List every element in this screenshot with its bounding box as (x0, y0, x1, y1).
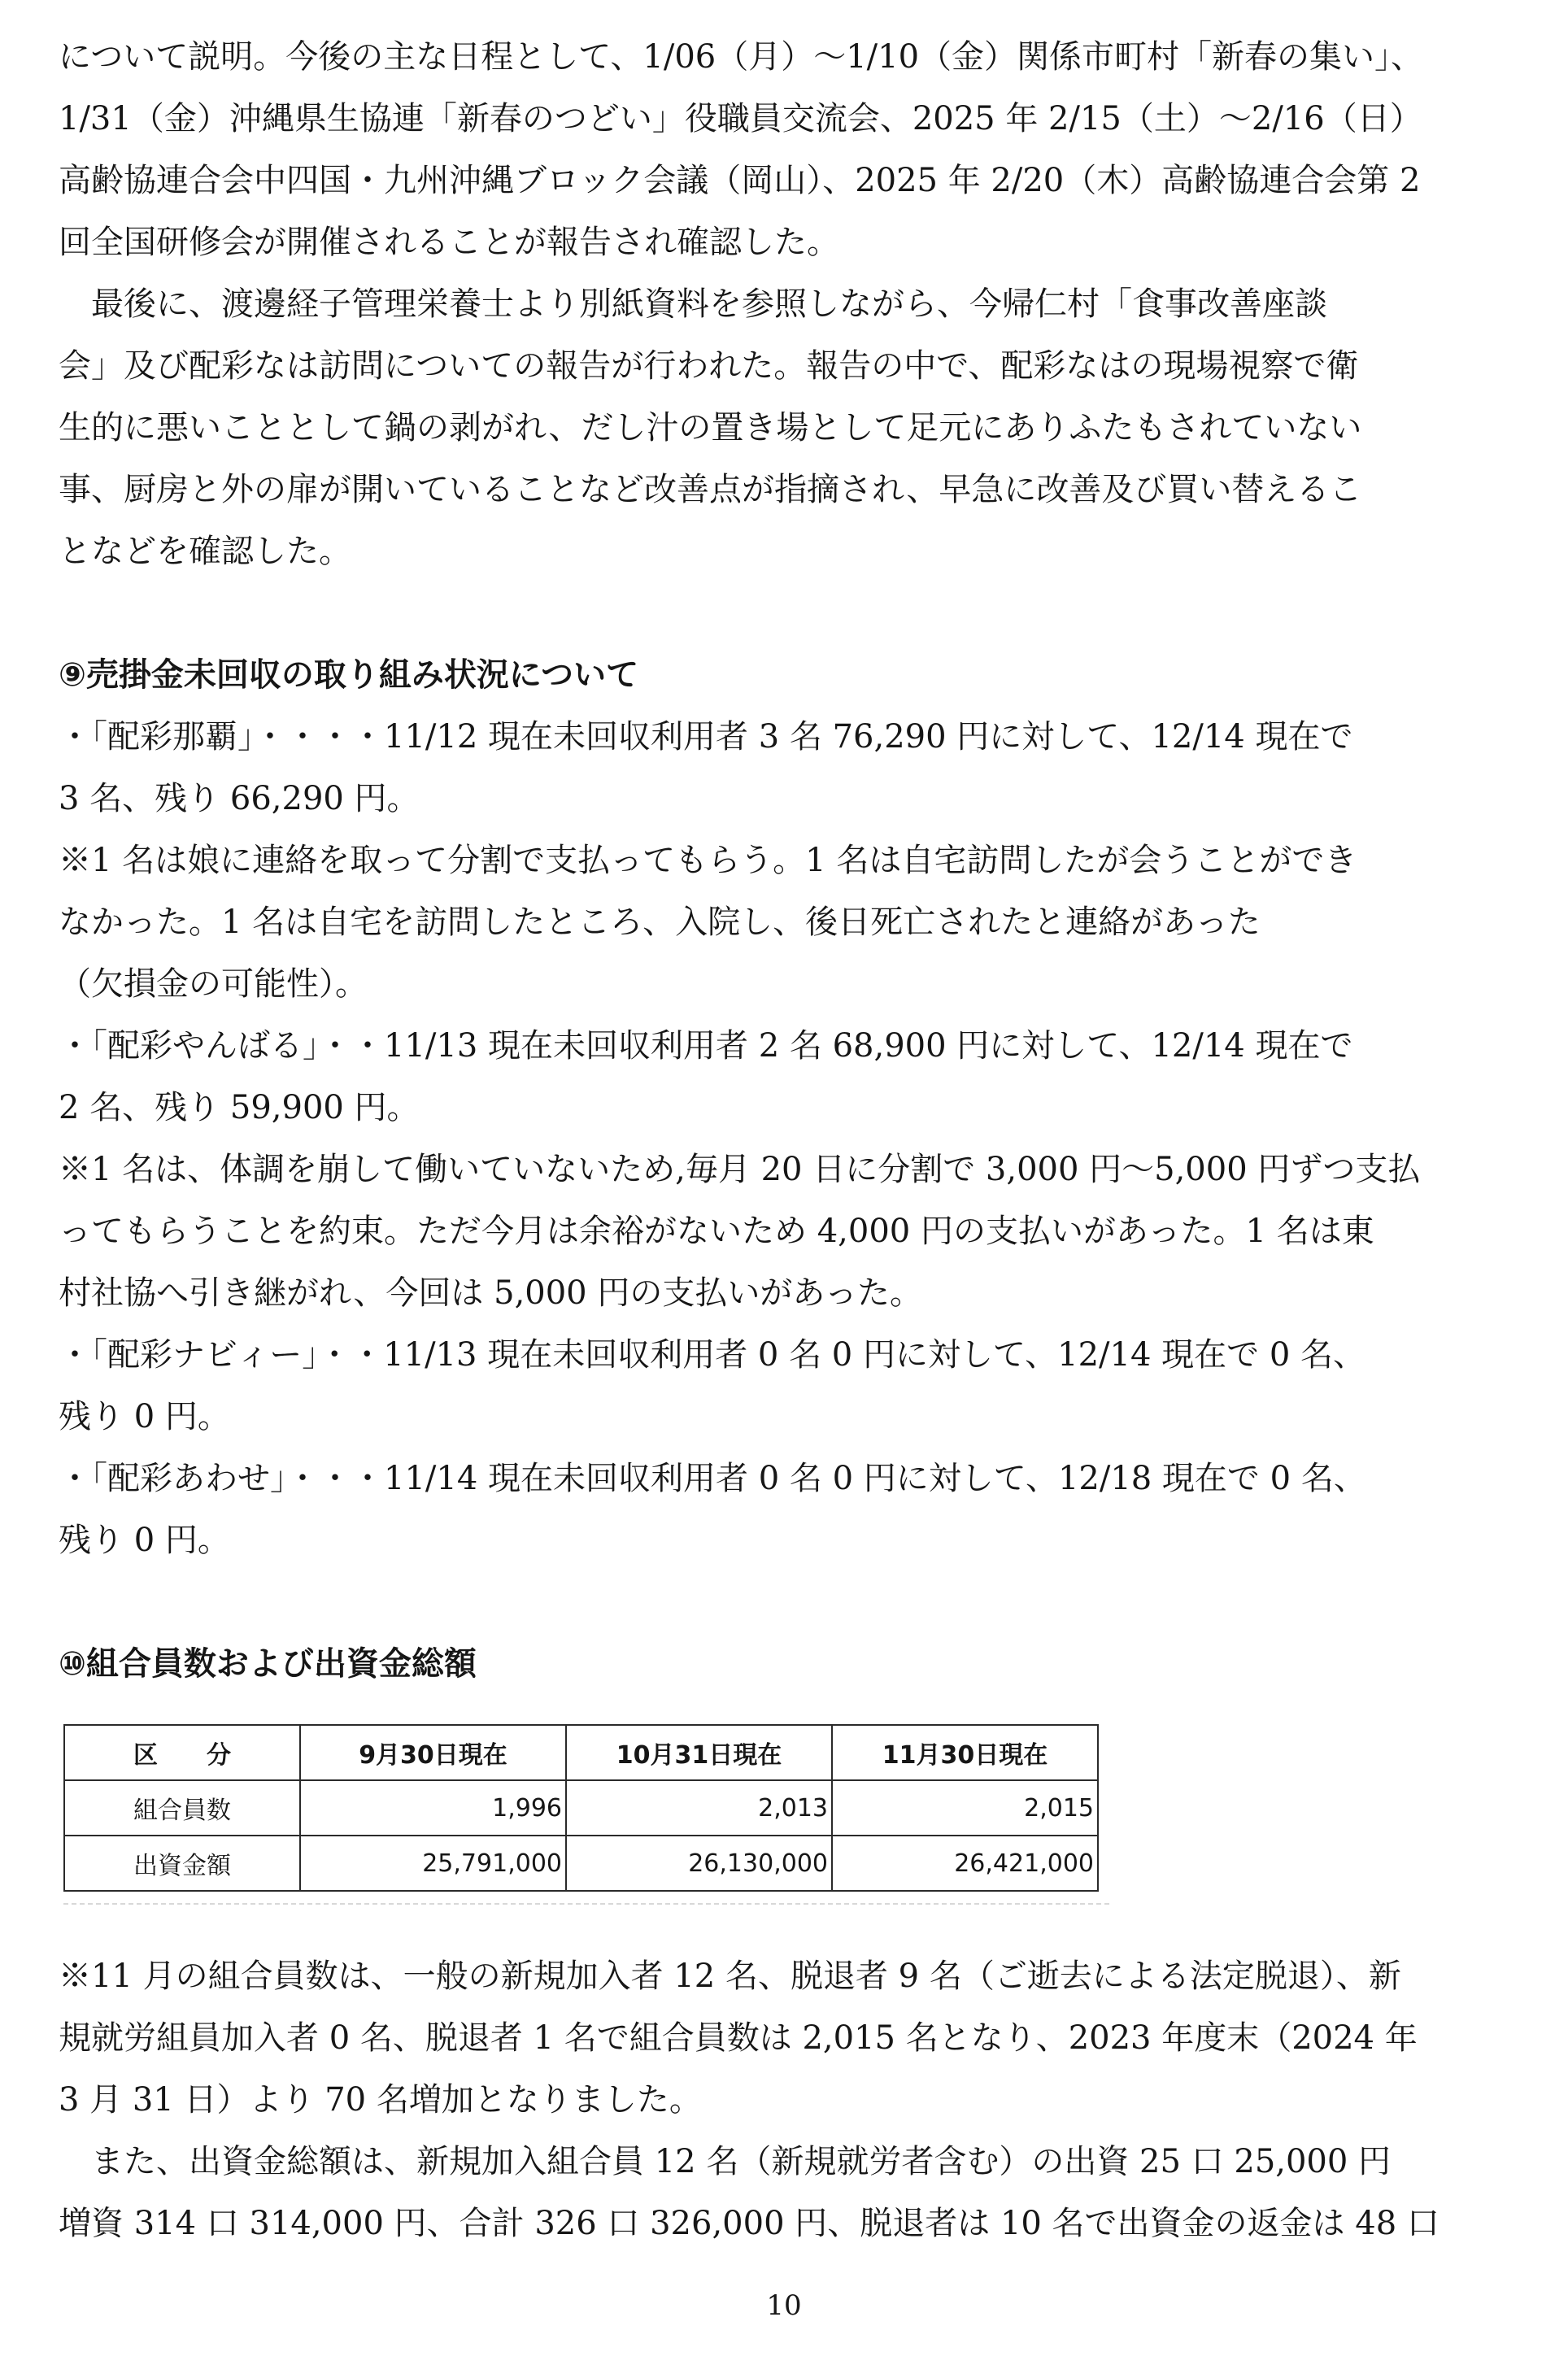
section-9-body (59, 712, 1531, 1578)
text-line: 高齢協連合会中四国・九州沖縄ブロック会議（岡山）、2025 年 2/20（木）高齢協連合会第 2 (59, 162, 1421, 199)
text-line: 残り 0 円。 (59, 1522, 230, 1559)
table-cell: 26,130,000 (566, 1836, 832, 1891)
text-line: 回全国研修会が開催されることが報告され確認した。 (59, 224, 839, 261)
text-line: 増資 314 口 314,000 円、合計 326 口 326,000 円、脱退者は 10 名で出資金の返金は 48 口 (59, 2205, 1440, 2242)
text-line: ※1 名は娘に連絡を取って分割で支払ってもらう。1 名は自宅訪問したが会うことができ (59, 842, 1357, 879)
table-header-row (64, 1725, 1098, 1780)
text-line: 事、厨房と外の扉が開いていることなど改善点が指摘され、早急に改善及び買い替えるこ (59, 471, 1362, 508)
row-label: 組合員数 (64, 1780, 300, 1836)
closing-paragraph (59, 1952, 1531, 2261)
section-9-heading: ⑨売掛金未回収の取り組み状況について (59, 656, 639, 694)
text-line: ・「配彩ナビィー」・・11/13 現在未回収利用者 0 名 0 円に対して、12/14 現在で 0 名、 (59, 1336, 1366, 1374)
members-table (63, 1724, 1099, 1892)
intro-paragraph (59, 33, 1531, 589)
text-line: 2 名、残り 59,900 円。 (59, 1089, 420, 1126)
text-line: 3 名、残り 66,290 円。 (59, 780, 420, 817)
text-line: について説明。今後の主な日程として、1/06（月）～1/10（金）関係市町村「新春の集い」、 (59, 38, 1424, 76)
table-cell: 2,015 (832, 1780, 1098, 1836)
table-cell: 2,013 (566, 1780, 832, 1836)
table-row (64, 1780, 1098, 1836)
column-header: 11月30日現在 (832, 1725, 1098, 1780)
text-line: 生的に悪いこととして鍋の剥がれ、だし汁の置き場として足元にありふたもされていない (59, 409, 1362, 446)
table-corner-header: 区 分 (64, 1725, 300, 1780)
spacer (59, 589, 1531, 651)
page-number: 10 (766, 2289, 802, 2322)
text-line: ・「配彩那覇」・・・・11/12 現在未回収利用者 3 名 76,290 円に対して、12/14 現在で (59, 718, 1353, 756)
section-10-heading: ⑩組合員数および出資金総額 (59, 1645, 477, 1683)
text-line: ・「配彩やんばる」・・11/13 現在未回収利用者 2 名 68,900 円に対して、12/14 現在で (59, 1027, 1353, 1065)
text-line: 3 月 31 日）より 70 名増加となりました。 (59, 2081, 702, 2119)
table-cell: 26,421,000 (832, 1836, 1098, 1891)
row-label: 出資金額 (64, 1836, 300, 1891)
text-line: 最後に、渡邊経子管理栄養士より別紙資料を参照しながら、今帰仁村「食事改善座談 (59, 285, 1327, 323)
spacer (59, 1578, 1531, 1640)
column-header: 9月30日現在 (300, 1725, 566, 1780)
text-line: ・「配彩あわせ」・・・11/14 現在未回収利用者 0 名 0 円に対して、12/18 現在で 0 名、 (59, 1460, 1366, 1497)
text-line: なかった。1 名は自宅を訪問したところ、入院し、後日死亡されたと連絡があった (59, 904, 1261, 941)
text-line: ってもらうことを約束。ただ今月は余裕がないため 4,000 円の支払いがあった。1 名は東 (59, 1213, 1374, 1250)
text-line: 規就労組員加入者 0 名、脱退者 1 名で組合員数は 2,015 名となり、2023 年度末（2024 年 (59, 2019, 1418, 2057)
text-line: また、出資金総額は、新規加入組合員 12 名（新規就労者含む）の出資 25 口 25,000 円 (59, 2143, 1392, 2180)
text-line: 残り 0 円。 (59, 1398, 230, 1435)
column-header: 10月31日現在 (566, 1725, 832, 1780)
table-cell: 25,791,000 (300, 1836, 566, 1891)
text-line: 村社協へ引き継がれ、今回は 5,000 円の支払いがあった。 (59, 1274, 922, 1312)
document-page (59, 33, 1531, 1701)
text-line: ※1 名は、体調を崩して働いていないため,毎月 20 日に分割で 3,000 円～5,000 円ずつ支払 (59, 1151, 1421, 1188)
text-line: ※11 月の組合員数は、一般の新規加入者 12 名、脱退者 9 名（ご逝去による法定脱退）、新 (59, 1958, 1401, 1995)
text-line: となどを確認した。 (59, 533, 351, 570)
text-line: （欠損金の可能性）。 (59, 965, 368, 1003)
text-line: 会」及び配彩なは訪問についての報告が行われた。報告の中で、配彩なはの現場視察で衛 (59, 347, 1359, 385)
text-line: 1/31（金）沖縄県生協連「新春のつどい」役職員交流会、2025 年 2/15（土）～2/16（日） (59, 100, 1422, 137)
table-scan-residue (63, 1903, 1109, 1905)
table-cell: 1,996 (300, 1780, 566, 1836)
table-row (64, 1836, 1098, 1891)
